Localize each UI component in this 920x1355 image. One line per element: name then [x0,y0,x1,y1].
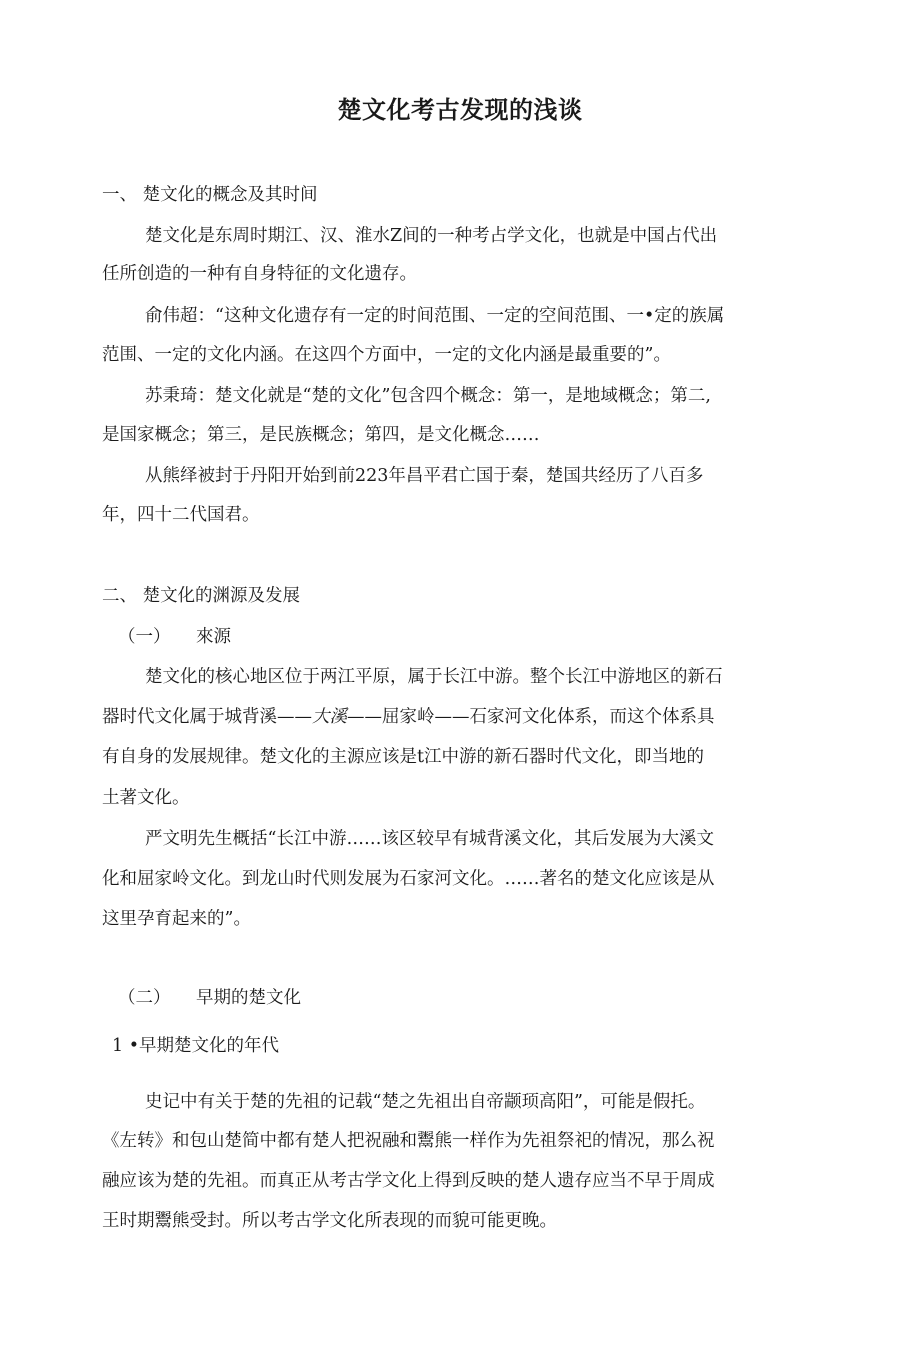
text-span: 器时代文化属于城背溪—— [102,707,312,727]
paragraph-line: 土著文化。 [102,788,190,808]
paragraph-line: 《左转》和包山楚简中都有楚人把祝融和鬻熊一样作为先祖祭祀的情况，那么祝 [102,1131,715,1151]
paragraph-line: 王时期鬻熊受封。所以考古学文化所表现的而貌可能更晚。 [102,1211,557,1231]
paragraph-line: 从熊绎被封于丹阳开始到前223年昌平君亡国于秦，楚国共经历了八百多 [145,466,704,486]
subsection-number: （二） [118,988,171,1008]
paragraph-line: 是国家概念；第三，是民族概念；第四，是文化概念…… [102,425,540,445]
paragraph-line: 俞伟超：“这种文化遗存有一定的时间范围、一定的空间范围、一•定的族属 [145,306,725,326]
paragraph-line: 苏秉琦：楚文化就是“楚的文化”包含四个概念：第一，是地域概念；第二, [145,386,711,406]
paragraph-line: 楚文化的核心地区位于两江平原，属于长江中游。整个长江中游地区的新石 [145,667,723,687]
subsection-number: （一） [118,627,171,647]
text-span: ——屈家岭——石家河文化体系，而这个体系具 [347,707,715,727]
page-title: 楚文化考古发现的浅谈 [337,96,583,124]
paragraph-line: 任所创造的一种有自身特征的文化遗存。 [102,264,417,284]
paragraph-line: 融应该为楚的先祖。而真正从考古学文化上得到反映的楚人遗存应当不早于周成 [102,1171,715,1191]
subsection-heading-1 [118,624,231,650]
subsection-title: 來源 [196,627,231,647]
list-item-heading: 1 •早期楚文化的年代 [112,1036,280,1056]
subsection-title: 早期的楚文化 [196,988,301,1008]
paragraph-line: 有自身的发展规律。楚文化的主源应该是t江中游的新石器时代文化，即当地的 [102,747,705,767]
paragraph-line: 年，四十二代国君。 [102,505,260,525]
section-heading-1: 一、 楚文化的概念及其时间 [102,185,318,205]
section-heading-2: 二、 楚文化的渊源及发展 [102,586,301,606]
italic-text-span: 大溪 [312,707,347,727]
paragraph-line: 严文明先生概括“长江中游……该区较早有城背溪文化，其后发展为大溪文 [145,829,714,849]
paragraph-line: 这里孕育起来的”。 [102,909,251,929]
paragraph-line [102,704,715,730]
paragraph-line: 范围、一定的文化内涵。在这四个方面中，一定的文化内涵是最重要的”。 [102,345,671,365]
paragraph-line: 化和屈家岭文化。到龙山时代则发展为石家河文化。……著名的楚文化应该是从 [102,869,715,889]
subsection-heading-2 [118,985,301,1011]
paragraph-line: 史记中有关于楚的先祖的记载“楚之先祖出自帝颛顼高阳”，可能是假托。 [145,1092,706,1112]
paragraph-line: 楚文化是东周时期江、汉、淮水Z间的一种考占学文化，也就是中国占代出 [145,226,718,246]
